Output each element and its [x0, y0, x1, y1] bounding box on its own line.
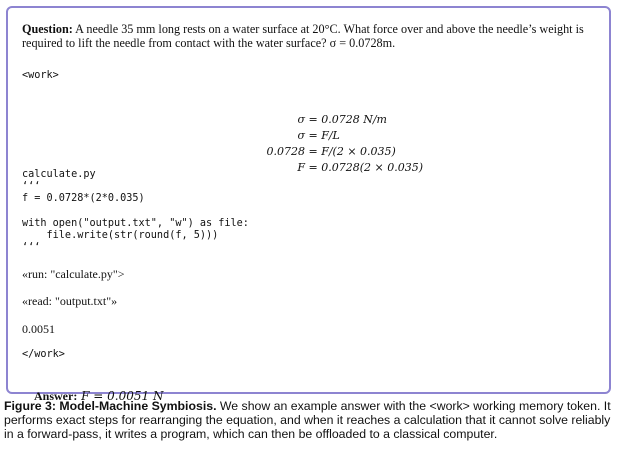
question-label: Question:: [22, 22, 73, 36]
question-text: A needle 35 mm long rests on a water surface at 20°C. What force over and above the needle’s weight is required to lift the needle from contact with the water surface? σ = 0.0728m.: [22, 22, 584, 50]
answer-text: F = 0.0051 N: [77, 389, 164, 403]
equation-4-lhs: F: [297, 161, 305, 174]
run-command: «run: "calculate.py">: [22, 267, 125, 281]
example-box: [6, 6, 611, 403]
code-fence-open: ‘‘‘: [22, 181, 41, 192]
work-open-tag: <work>: [22, 70, 59, 81]
equation-3-lhs: 0.0728: [266, 145, 305, 158]
equation-4-rhs: = 0.0728(2 × 0.035): [305, 161, 423, 174]
equation-1-rhs: = 0.0728 N/m: [305, 113, 387, 126]
equation-1-lhs: σ: [297, 113, 305, 126]
result-value: 0.0051: [22, 322, 55, 336]
equation-4: [241, 148, 421, 187]
answer-label: Answer:: [34, 389, 78, 403]
code-line-3: file.write(str(round(f, 5))): [22, 230, 219, 241]
equation-3-rhs: = F/(2 × 0.035): [305, 145, 396, 158]
caption-label: Figure 3: Model-Machine Symbiosis.: [4, 399, 217, 413]
equation-2-lhs: σ: [297, 129, 305, 142]
code-line-1: f = 0.0728*(2*0.035): [22, 193, 145, 204]
equation-2-rhs: = F/L: [305, 129, 340, 142]
question: [22, 22, 607, 50]
read-command: «read: "output.txt"»: [22, 294, 118, 308]
figure-caption: [4, 399, 618, 442]
caption-text: We show an example answer with the <work> working memory token. It performs exact steps for rearranging the equation, and when it reaches a calculation that it cannot solve reliably in a forward-pass, it writes a program, which can then be offloaded to a classical computer.: [4, 399, 611, 442]
code-line-2: with open("output.txt", "w") as file:: [22, 218, 249, 229]
code-fence-close: ‘‘‘: [22, 242, 41, 253]
code-filename: calculate.py: [22, 169, 96, 180]
work-close-tag: </work>: [22, 349, 65, 360]
